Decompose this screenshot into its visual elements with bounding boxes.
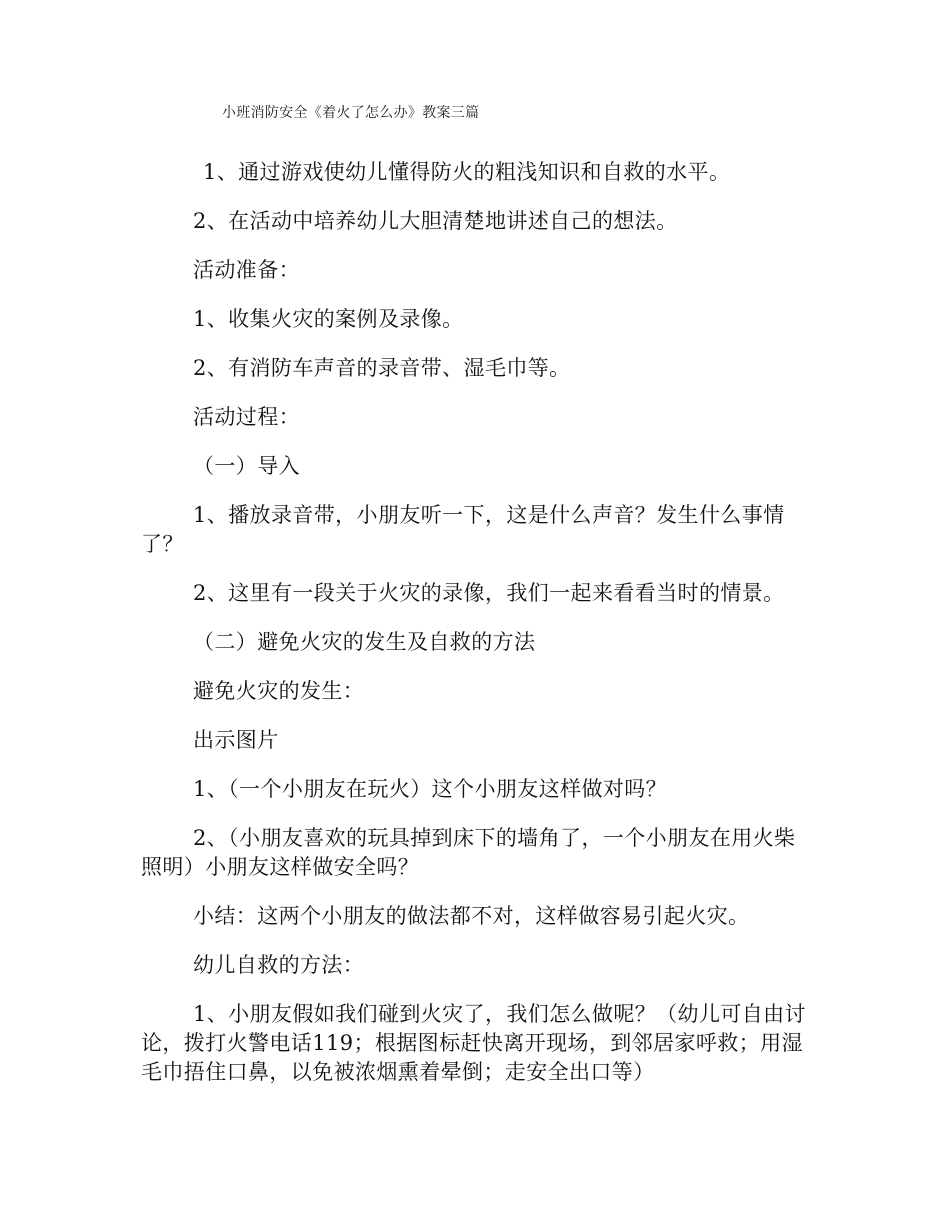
intro-step-2: 2、这里有一段关于火灾的录像，我们一起来看看当时的情景。 [193,581,785,605]
self-rescue-step-1: 1、小朋友假如我们碰到火灾了，我们怎么做呢？（幼儿可自由讨论，拨打火警电话119；根据图标赶快离开现场，到邻居家呼救；用湿毛巾捂住口鼻，以免被浓烟熏着晕倒；走安全出口等） [141,1002,806,1084]
preparation-item-2: 2、有消防车声音的录音带、湿毛巾等。 [193,356,571,380]
self-rescue-heading: 幼儿自救的方法： [193,953,365,977]
summary-paragraph: 小结：这两个小朋友的做法都不对，这样做容易引起火灾。 [193,904,750,928]
document-body [141,158,813,1107]
intro-step-1: 1、播放录音带，小朋友听一下，这是什么声音？发生什么事情了？ [141,503,785,556]
picture-question-2: 2、（小朋友喜欢的玩具掉到床下的墙角了，一个小朋友在用火柴照明）小朋友这样做安全吗？ [141,826,796,879]
section-heading-process: 活动过程： [193,405,300,429]
subsection-heading-intro: （一）导入 [193,454,300,478]
preparation-item-1: 1、收集火灾的案例及录像。 [193,307,464,331]
document-header: 小班消防安全《着火了怎么办》教案三篇 [222,105,480,121]
avoid-fire-heading: 避免火灾的发生： [193,679,365,703]
section-heading-preparation: 活动准备： [193,258,300,282]
picture-question-1: 1、（一个小朋友在玩火）这个小朋友这样做对吗？ [193,777,668,801]
objective-paragraph-2: 2、在活动中培养幼儿大胆清楚地讲述自己的想法。 [193,209,678,233]
subsection-heading-avoid-fire: （二）避免火灾的发生及自救的方法 [193,630,536,654]
show-pictures-text: 出示图片 [193,728,279,752]
objective-paragraph-1: 1、通过游戏使幼儿懂得防火的粗浅知识和自救的水平。 [203,160,731,184]
